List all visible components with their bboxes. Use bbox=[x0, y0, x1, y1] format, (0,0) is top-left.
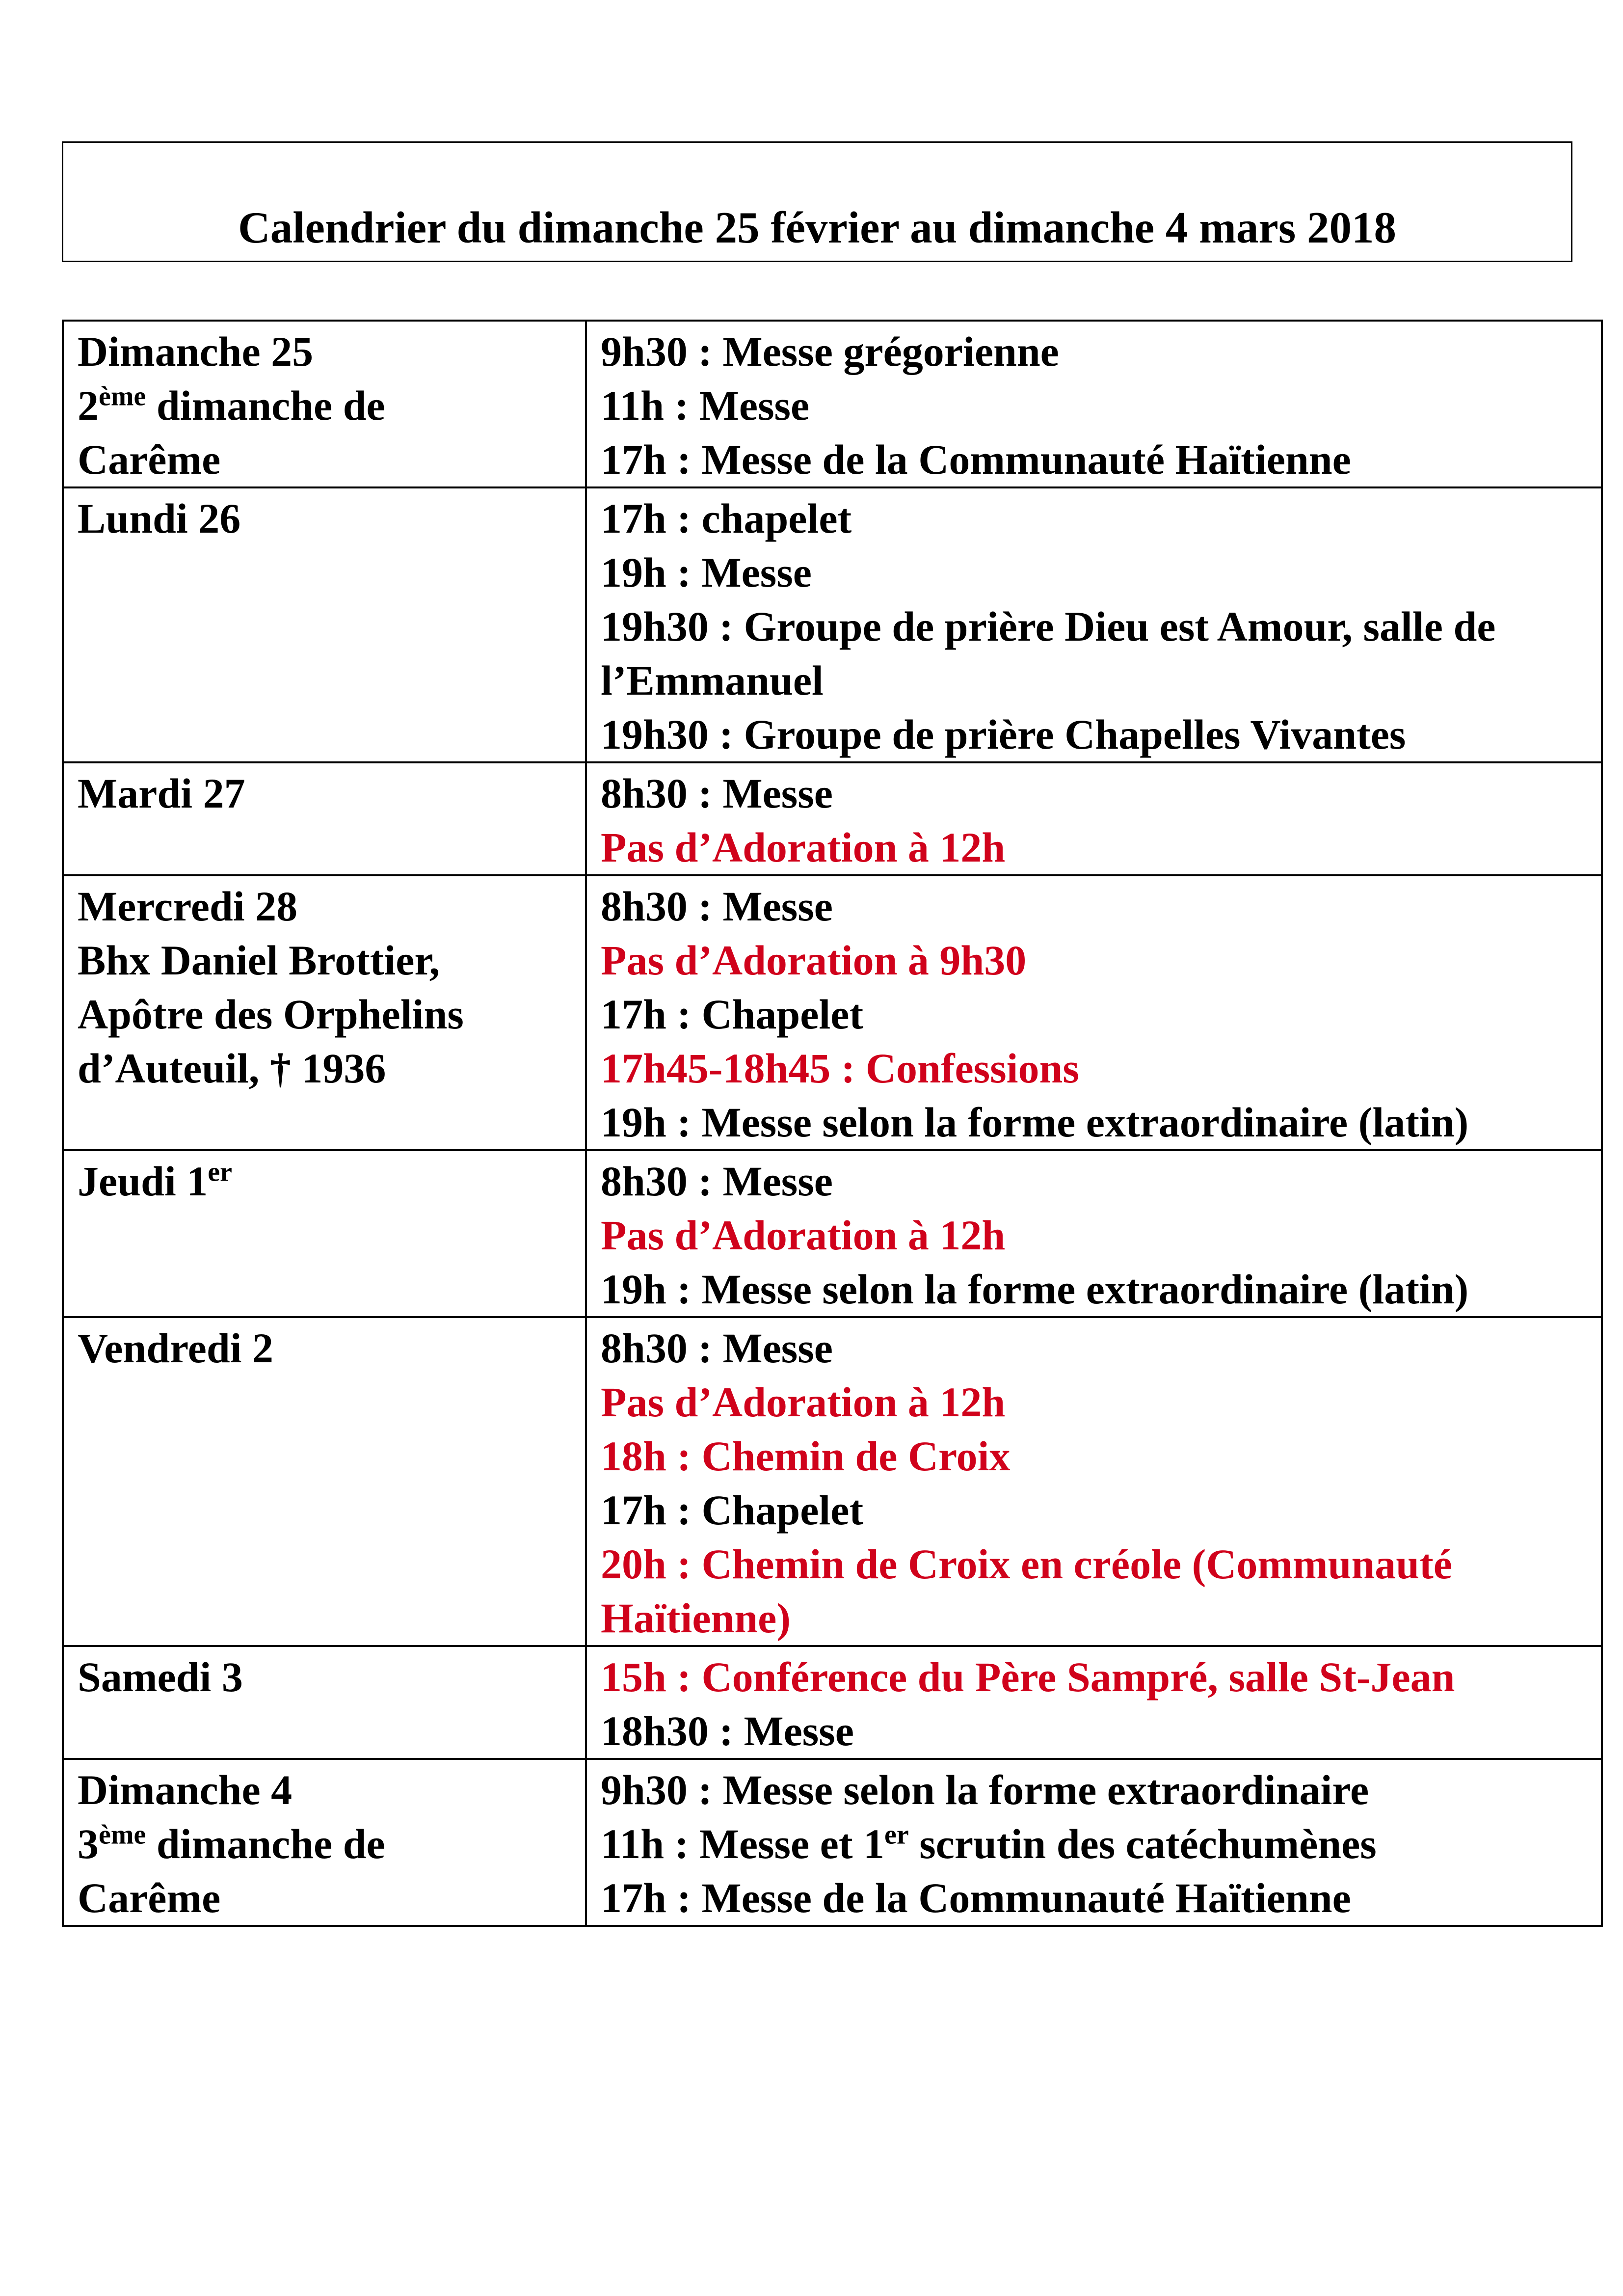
day-label-line: Dimanche 25 bbox=[78, 328, 314, 375]
highlighted-event: Pas d’Adoration à 12h bbox=[601, 824, 1006, 871]
table-row bbox=[63, 1646, 1602, 1759]
event-text: 11h : Messe et 1 bbox=[601, 1820, 884, 1867]
event-line: 19h : Messe selon la forme extraordinaire (latin) bbox=[601, 1099, 1469, 1146]
day-label-text: Jeudi 1 bbox=[78, 1158, 208, 1205]
day-label-line: Mardi 27 bbox=[78, 770, 245, 817]
highlighted-event: Pas d’Adoration à 12h bbox=[601, 1212, 1006, 1259]
events-cell bbox=[586, 875, 1602, 1150]
highlighted-event: 18h : Chemin de Croix bbox=[601, 1432, 1011, 1480]
events-cell bbox=[586, 1317, 1602, 1646]
page-title: Calendrier du dimanche 25 février au dimanche 4 mars 2018 bbox=[238, 203, 1396, 252]
table-row bbox=[63, 1150, 1602, 1317]
events-cell bbox=[586, 487, 1602, 762]
event-line bbox=[601, 1817, 1587, 1871]
table-row bbox=[63, 1317, 1602, 1646]
day-label-line: Mercredi 28 bbox=[78, 883, 298, 930]
event-line: 17h : Chapelet bbox=[601, 1486, 864, 1534]
day-cell bbox=[63, 1317, 586, 1646]
event-line: 19h30 : Groupe de prière Chapelles Vivantes bbox=[601, 711, 1406, 758]
ordinal-suffix: ème bbox=[99, 1819, 146, 1850]
event-line: 19h : Messe selon la forme extraordinaire (latin) bbox=[601, 1266, 1469, 1313]
day-cell bbox=[63, 321, 586, 487]
event-line: 8h30 : Messe bbox=[601, 883, 833, 930]
event-line: 17h : Chapelet bbox=[601, 991, 864, 1038]
day-label-line: Carême bbox=[78, 1874, 221, 1921]
table-row bbox=[63, 1759, 1602, 1926]
title-box bbox=[62, 141, 1572, 262]
event-line: 17h : Messe de la Communauté Haïtienne bbox=[601, 1874, 1351, 1921]
event-line: 9h30 : Messe grégorienne bbox=[601, 328, 1059, 375]
table-row bbox=[63, 321, 1602, 487]
highlighted-event: Pas d’Adoration à 12h bbox=[601, 1378, 1006, 1426]
event-text: scrutin des catéchumènes bbox=[908, 1820, 1377, 1867]
event-line: 18h30 : Messe bbox=[601, 1707, 854, 1755]
day-label-line: d’Auteuil, † 1936 bbox=[78, 1045, 386, 1092]
event-line: 17h : Messe de la Communauté Haïtienne bbox=[601, 436, 1351, 483]
day-label-text: 2 bbox=[78, 382, 99, 429]
highlighted-event: 17h45-18h45 : Confessions bbox=[601, 1045, 1079, 1092]
event-line: 8h30 : Messe bbox=[601, 1158, 833, 1205]
day-label-line: Samedi 3 bbox=[78, 1653, 243, 1701]
ordinal-suffix: ème bbox=[99, 381, 146, 412]
events-cell bbox=[586, 1646, 1602, 1759]
event-line: 8h30 : Messe bbox=[601, 770, 833, 817]
day-label-line: Bhx Daniel Brottier, bbox=[78, 937, 440, 984]
day-label-line: Dimanche 4 bbox=[78, 1766, 293, 1813]
event-line: 9h30 : Messe selon la forme extraordinaire bbox=[601, 1766, 1369, 1813]
day-label-line bbox=[78, 378, 571, 432]
day-label-text: 3 bbox=[78, 1820, 99, 1867]
day-label-line: Carême bbox=[78, 436, 221, 483]
ordinal-suffix: er bbox=[208, 1157, 232, 1188]
day-label-line bbox=[78, 1817, 571, 1871]
table-row bbox=[63, 762, 1602, 875]
day-cell bbox=[63, 487, 586, 762]
events-cell bbox=[586, 762, 1602, 875]
day-cell bbox=[63, 1646, 586, 1759]
highlighted-event: Pas d’Adoration à 9h30 bbox=[601, 937, 1027, 984]
day-label-line: Apôtre des Orphelins bbox=[78, 991, 464, 1038]
event-line: 19h : Messe bbox=[601, 549, 812, 596]
event-line: 11h : Messe bbox=[601, 382, 810, 429]
events-cell bbox=[586, 1759, 1602, 1926]
day-cell bbox=[63, 875, 586, 1150]
day-label-line bbox=[78, 1154, 571, 1208]
day-cell bbox=[63, 1759, 586, 1926]
ordinal-suffix: er bbox=[884, 1819, 909, 1850]
schedule-body bbox=[63, 321, 1602, 1926]
day-label-line: Lundi 26 bbox=[78, 495, 241, 542]
event-line: 19h30 : Groupe de prière Dieu est Amour, salle de l’Emmanuel bbox=[601, 603, 1496, 704]
events-cell bbox=[586, 321, 1602, 487]
day-cell bbox=[63, 1150, 586, 1317]
events-cell bbox=[586, 1150, 1602, 1317]
day-cell bbox=[63, 762, 586, 875]
table-row bbox=[63, 875, 1602, 1150]
event-line: 17h : chapelet bbox=[601, 495, 852, 542]
day-label-text: dimanche de bbox=[146, 1820, 385, 1867]
day-label-line: Vendredi 2 bbox=[78, 1324, 274, 1372]
highlighted-event: 20h : Chemin de Croix en créole (Communauté Haïtienne) bbox=[601, 1540, 1452, 1642]
day-label-text: dimanche de bbox=[146, 382, 385, 429]
highlighted-event: 15h : Conférence du Père Sampré, salle St-Jean bbox=[601, 1653, 1455, 1701]
event-line: 8h30 : Messe bbox=[601, 1324, 833, 1372]
table-row bbox=[63, 487, 1602, 762]
schedule-table bbox=[62, 320, 1603, 1927]
